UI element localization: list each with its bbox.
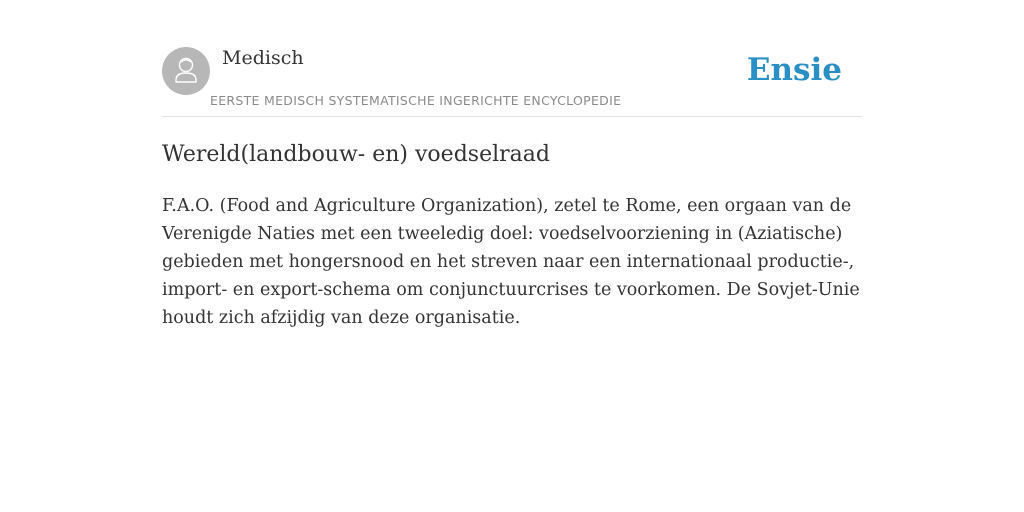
entry-body-line: Verenigde Naties met een tweeledig doel: voedselvoorziening in (Aziatische): [162, 224, 843, 244]
entry-body-line: F.A.O. (Food and Agriculture Organization), zetel te Rome, een orgaan van de: [162, 196, 852, 216]
entry-body: [162, 192, 862, 332]
entry-body-line: houdt zich afzijdig van deze organisatie.: [162, 308, 521, 328]
user-icon[interactable]: [162, 47, 210, 95]
source-subtitle: EERSTE MEDISCH SYSTEMATISCHE INGERICHTE ENCYCLOPEDIE: [210, 93, 622, 108]
user-icon-graphic: [162, 47, 210, 95]
source-name[interactable]: Medisch: [222, 47, 304, 69]
brand-logo[interactable]: Ensie: [746, 52, 842, 88]
entry-body-line: gebieden met hongersnood en het streven naar een internationaal productie-,: [162, 252, 855, 272]
entry-title: Wereld(landbouw- en) voedselraad: [162, 142, 550, 167]
entry-body-line: import- en export-schema om conjunctuurcrises te voorkomen. De Sovjet-Unie: [162, 280, 860, 300]
source-header: [162, 46, 862, 117]
